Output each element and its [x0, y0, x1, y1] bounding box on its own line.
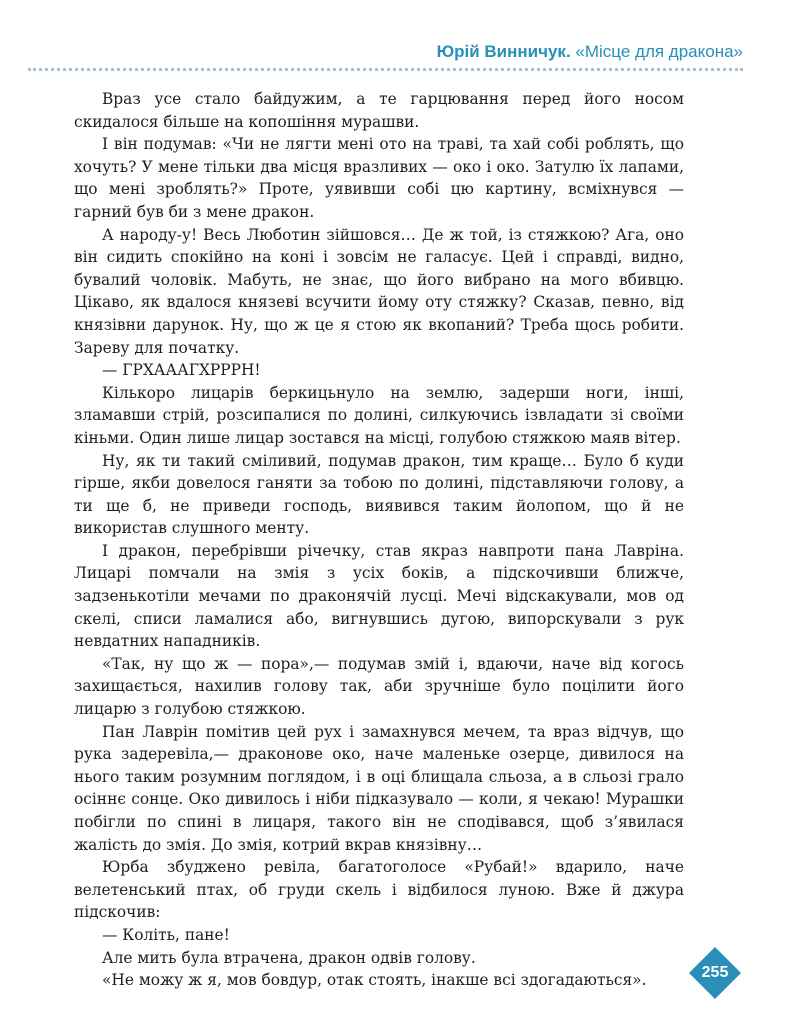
paragraph: Враз усе стало байдужим, а те гарцювання перед його носом скидалося більше на копошіння мурашви. [74, 90, 684, 131]
paragraph: І він подумав: «Чи не лягти мені ото на траві, та хай собі роблять, що хочуть? У мене тільки два місця вразливих — око і око. Затулю їх лапами, що мені зроблять?» Проте, уявивши собі цю картину, всміхнувся — гарний був би з мене дракон. [74, 135, 684, 221]
paragraph: Ну, як ти такий сміливий, подумав дракон, тим краще… Було б куди гірше, якби довелося ганяти за тобою по долині, підставляючи голову, а ти ще б, не приведи господь, виявився таким йолопом, що й не використав слушного менту. [74, 451, 684, 538]
header-author: Юрій Винничук. [436, 42, 571, 61]
paragraph: Кількоро лицарів беркицьнуло на землю, задерши ноги, інші, зламавши стрій, розсипалися по долині, силкуючись ізвладати зі своїми кіньми. Один лише лицар зостався на місці, голубою стяжкою маяв вітер. [74, 383, 684, 447]
page-number: 255 [701, 964, 729, 981]
paragraph: Пан Лаврін помітив цей рух і замахнувся мечем, та враз відчув, що рука задеревіла,— драконове око, наче маленьке озерце, дивилося на нього таким розумним поглядом, і в оці блищала сльоза, а в сльозі грало осіннє сонце. Око дивилось і ніби підказувало — коли, я чекаю! Мурашки побігли по спині в лицаря, такого він не сподівався, щоб з’явилася жалість до змія. До змія, котрий вкрав князівну… [74, 722, 684, 854]
paragraph: «Так, ну що ж — пора»,— подумав змій і, вдаючи, наче від когось захищається, нахилив голову так, аби зручніше було поцілити його лицарю з голубою стяжкою. [74, 654, 684, 719]
paragraph: — Коліть, пане! [102, 925, 230, 944]
paragraph: «Не можу ж я, мов бовдур, отак стоять, інакше всі здогадаються». [102, 971, 647, 990]
paragraph: А народу-у! Весь Люботин зійшовся… Де ж той, із стяжкою? Ага, оно він сидить спокійно на коні і зовсім не галасує. Цей і справді, видно, бувалий чоловік. Мабуть, не знає, що його вибрано на мого вбивцю. Цікаво, як вдалося князеві всучити йому оту стяжку? Сказав, певно, від князівни дарунок. Ну, що ж це я стою як вкопаний? Треба щось робити. Зареву для початку. [74, 225, 684, 357]
paragraph: Але мить була втрачена, дракон одвів голову. [102, 948, 476, 967]
header-title: «Місце для дракона» [575, 42, 743, 61]
body-text [74, 88, 684, 992]
paragraph: — ГРХАААГХРРРН! [102, 361, 261, 380]
paragraph: І дракон, перебрівши річечку, став якраз навпроти пана Лавріна. Лицарі помчали на змія з усіх боків, а підскочивши ближче, задзенькотіли мечами по драконячій лусці. Мечі відскакували, мов од скелі, списи ламалися або, вигнувшись дугою, випорскували з рук невдатних нападників. [74, 541, 684, 651]
paragraph: Юрба збуджено ревіла, багатоголосе «Рубай!» вдарило, наче велетенський птах, об груди скель і відбилося луною. Вже й джура підскочив: [74, 858, 684, 922]
running-header [437, 42, 743, 62]
page-number-badge [688, 946, 742, 1000]
header-divider [28, 68, 743, 71]
